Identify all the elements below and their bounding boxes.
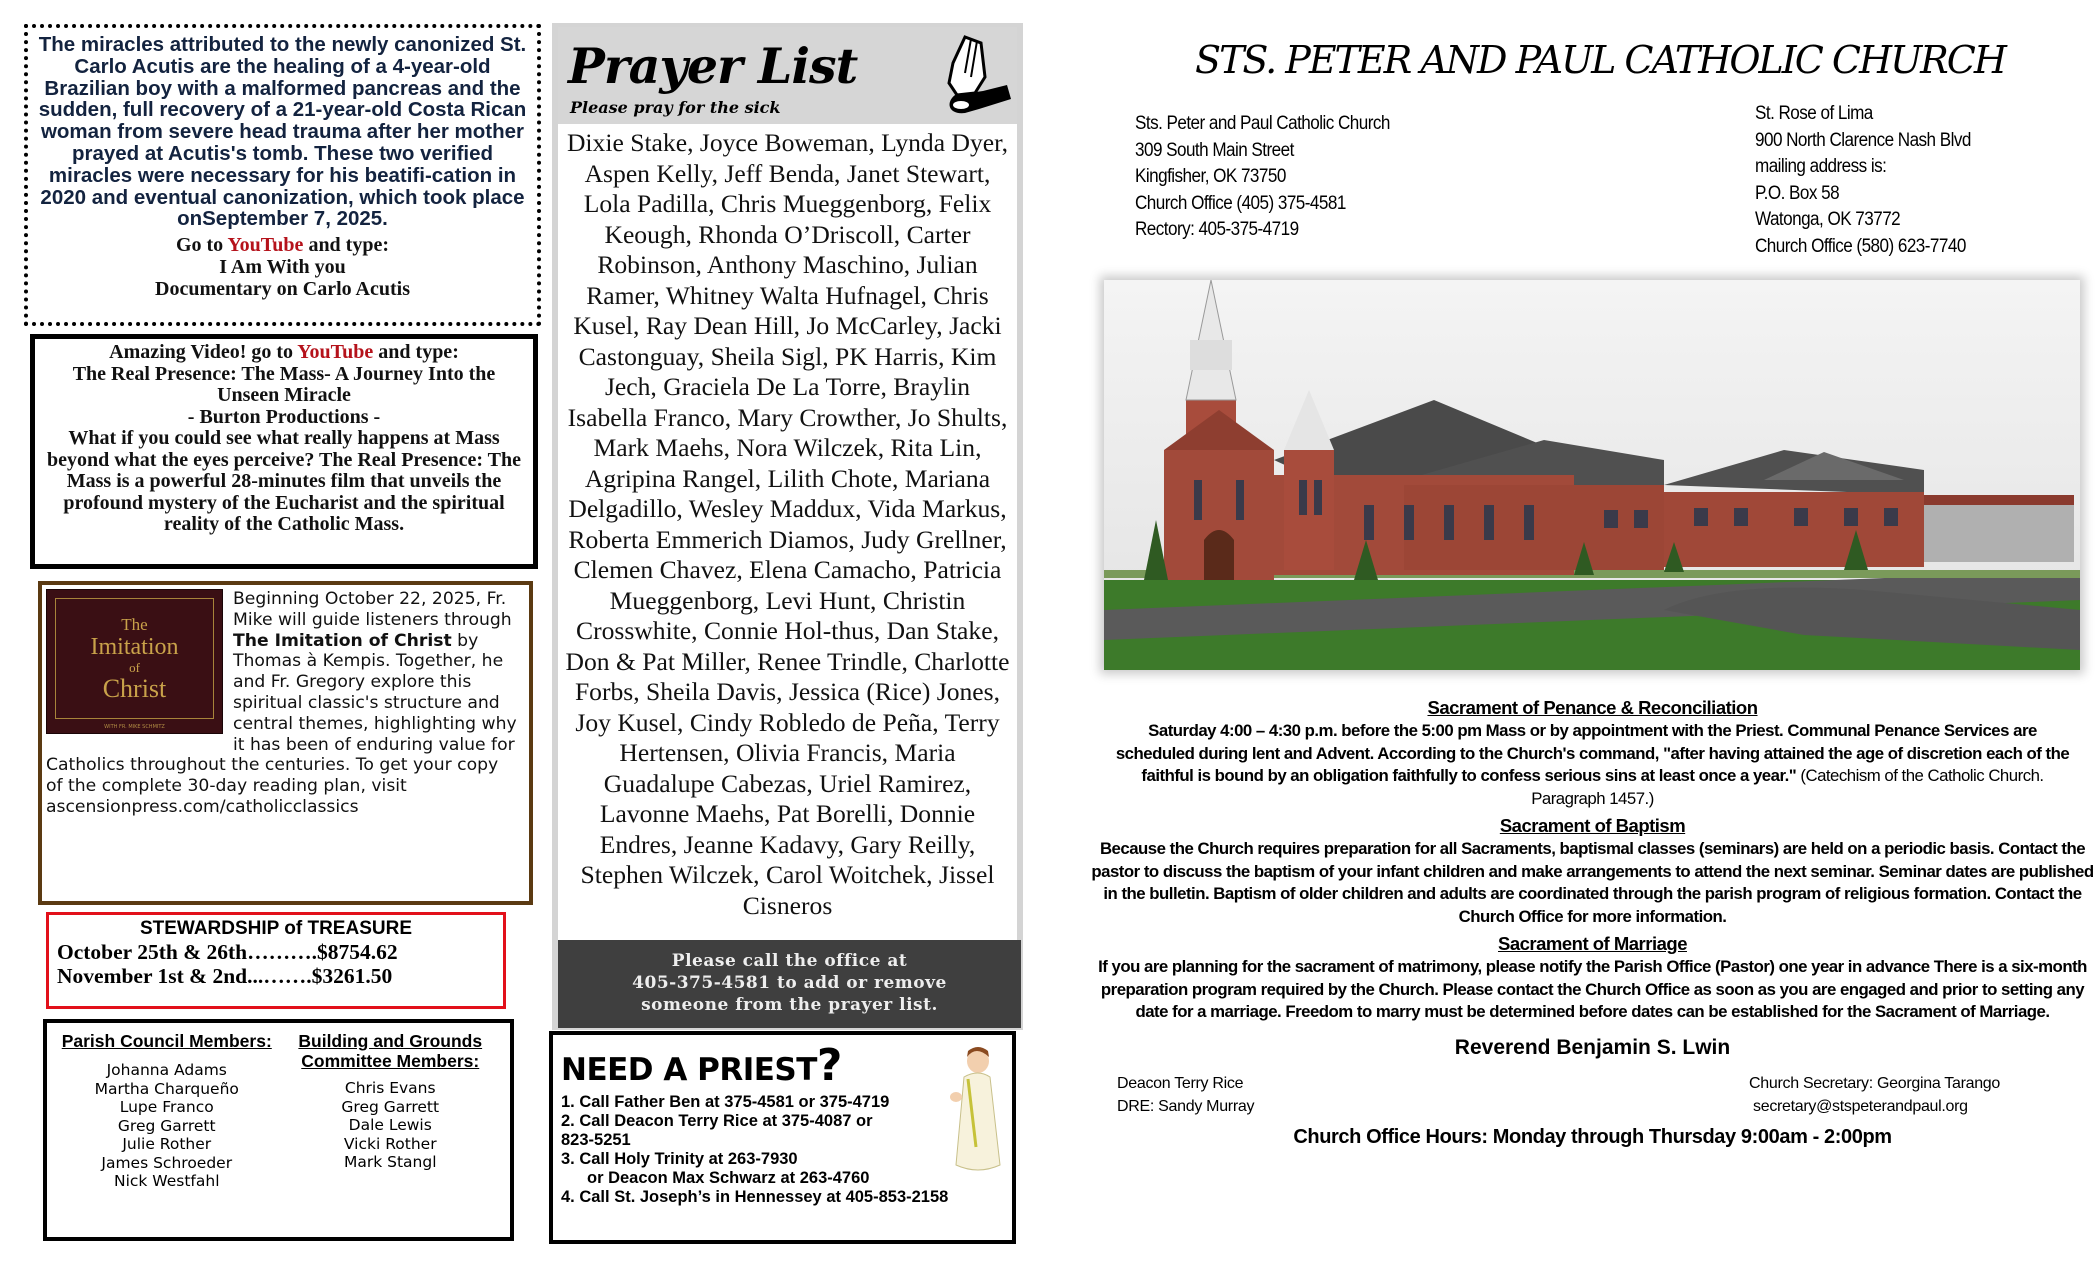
and-type-text: and type: <box>378 341 459 363</box>
contact-line: someone from the prayer list. <box>641 995 938 1015</box>
youtube-instructions <box>34 234 531 300</box>
member-name: Mark Stangl <box>343 1153 437 1171</box>
address-line: Watonga, OK 73772 <box>1755 209 1901 230</box>
sacrament-heading: Sacrament of Penance & Reconciliation <box>1427 697 1758 718</box>
book-title-imitation: Imitation <box>90 634 179 660</box>
address-line: St. Rose of Lima <box>1755 103 1873 124</box>
stewardship-heading: STEWARDSHIP of TREASURE <box>139 918 412 939</box>
address-line: Sts. Peter and Paul Catholic Church <box>1135 113 1390 134</box>
real-presence-video-notice <box>30 334 538 569</box>
catechism-citation: (Catechism of the Catholic Church. Paragraph 1457.) <box>1531 766 2044 808</box>
prayer-list-panel <box>552 23 1023 1030</box>
secretary-info <box>1749 1072 2000 1118</box>
church-rendering-image <box>1104 280 2080 670</box>
prayer-list-contact <box>558 940 1021 1028</box>
priest-contact-line: 823-5251 <box>561 1131 631 1149</box>
video-producer: - Burton Productions - <box>187 405 381 428</box>
book-title-of: of <box>129 660 140 675</box>
stewardship-amount: $3261.50 <box>311 964 393 988</box>
video-title: The Real Presence: The Mass- A Journey Into the Unseen Miracle <box>72 362 496 406</box>
question-mark: ? <box>816 1040 842 1091</box>
church-address <box>1135 111 1390 244</box>
deacon-name: Deacon Terry Rice <box>1117 1074 1244 1092</box>
video-intro: Amazing Video! go to <box>109 341 294 363</box>
imitation-text-start: Beginning October 22, 2025, Fr. Mike will guide listeners through <box>233 589 512 630</box>
sacrament-body: If you are planning for the sacrament of matrimony, please notify the Parish Office (Pastor) one year in advance There is a six-month preparation program required by the Church. Please contact the Church Office as soon as you are engaged and prior to setting any date for a marriage. Freedom to marry must be determined before dates can be established for the Sacrament of Marriage. <box>1098 957 2087 1021</box>
sacrament-marriage <box>1085 932 2100 1024</box>
sacrament-heading: Sacrament of Marriage <box>1498 933 1687 954</box>
address-line: mailing address is: <box>1755 156 1887 177</box>
stewardship-date: November 1st & 2nd...……. <box>57 964 312 988</box>
imitation-of-christ-book-cover <box>46 589 223 734</box>
address-line: Church Office (580) 623-7740 <box>1755 235 1966 257</box>
carlo-acutis-notice <box>24 24 541 326</box>
sacrament-penance <box>1085 696 2100 810</box>
member-name: James Schroeder <box>101 1153 233 1172</box>
sacrament-heading: Sacrament of Baptism <box>1499 815 1686 836</box>
council-members <box>43 1019 514 1241</box>
building-committee-heading: Building and Grounds Committee Members: <box>298 1031 483 1071</box>
church-title: STS. PETER AND PAUL CATHOLIC CHURCH <box>1195 38 2005 82</box>
sacrament-body: Because the Church requires preparation for all Sacraments, baptismal classes (seminars) are held on a periodic basis. Contact the pastor to discuss the baptism of your infant children and make arrangements to attend the next seminar. Seminar dates are published in the bulletin. Baptism of older children and adults are coordinated through the parish program of religious formation. Contact the Church Office for more information. <box>1091 839 2094 926</box>
pastor-name: Reverend Benjamin S. Lwin <box>1454 1035 1731 1059</box>
deacon-dre <box>1117 1072 1254 1118</box>
st-rose-address <box>1755 101 1971 260</box>
member-name: Martha Charqueño <box>94 1079 239 1098</box>
need-a-priest-box <box>549 1031 1016 1244</box>
stewardship-of-treasure <box>46 912 506 1009</box>
address-line: Kingfisher, OK 73750 <box>1135 166 1286 187</box>
heading-text: NEED A PRIEST <box>561 1052 817 1088</box>
stewardship-row <box>57 964 495 988</box>
youtube-label: YouTube <box>227 234 304 257</box>
secretary-name: Church Secretary: Georgina Tarango <box>1749 1074 2000 1092</box>
member-name: Dale Lewis <box>348 1116 432 1134</box>
sacraments-and-staff <box>1085 696 2100 1150</box>
priest-contact-line: 4. Call St. Joseph’s in Hennessey at 405-853-2158 <box>561 1188 949 1206</box>
imitation-text-end: by Thomas à Kempis. Together, he and Fr. Gregory explore this spiritual classic's structure and central themes, highlighting why it has been of enduring value for Catholics throughout the centuries. To get your copy of the complete 30-day reading plan, visit ascensionpress.com/catholicclassics <box>46 630 517 817</box>
priest-contact-line: 2. Call Deacon Terry Rice at 375-4087 or <box>561 1112 873 1130</box>
sacrament-body: Saturday 4:00 – 4:30 p.m. before the 5:00 pm Mass or by appointment with the Priest. Communal Penance Services are scheduled during lent and Advent. According to the Church's command, "after having attained the age of discretion each of the faithful is bound by an obligation faithfully to confess serious sins at least once a year." <box>1115 721 2070 785</box>
stewardship-row <box>57 940 495 964</box>
address-line: Rectory: 405-375-4719 <box>1135 219 1299 240</box>
priest-contact-line: 3. Call Holy Trinity at 263-7930 <box>561 1150 798 1168</box>
prayer-list-header <box>558 27 1017 124</box>
address-line: Church Office (405) 375-4581 <box>1135 192 1346 214</box>
sacrament-baptism <box>1085 814 2100 928</box>
search-term-2: Documentary on Carlo Acutis <box>155 278 410 301</box>
address-line: 309 South Main Street <box>1135 139 1294 161</box>
member-name: Lupe Franco <box>119 1098 214 1116</box>
book-title-the: The <box>121 615 148 634</box>
parish-council <box>55 1031 279 1229</box>
member-name: Vicki Rother <box>343 1134 437 1153</box>
building-committee <box>279 1031 503 1229</box>
stewardship-date: October 25th & 26th………. <box>57 940 317 964</box>
secretary-email: secretary@stspeterandpaul.org <box>1753 1097 1968 1115</box>
member-name: Greg Garrett <box>341 1097 440 1116</box>
miracle-text: The miracles attributed to the newly canonized St. Carlo Acutis are the healing of a 4-year-old Brazilian boy with a malformed pancreas and the sudden, full recovery of a 21-year-old Costa Rican woman from severe head trauma after her mother prayed at Acutis's tomb. These two verified miracles were necessary for his beatifi-cation in 2020 and eventual canonization, which took place onSeptember 7, 2025. <box>38 33 527 231</box>
stewardship-amount: $8754.62 <box>316 940 398 964</box>
go-to-text: Go to <box>175 234 224 257</box>
priest-contact-line: 1. Call Father Ben at 375-4581 or 375-4719 <box>561 1093 890 1111</box>
priest-contact-line: or Deacon Max Schwarz at 263-4760 <box>587 1169 870 1187</box>
praying-hands-icon <box>935 33 1013 117</box>
member-name: Johanna Adams <box>106 1061 227 1079</box>
and-type-text: and type: <box>308 234 390 257</box>
book-credit: WITH FR. MIKE SCHMITZ <box>104 724 165 730</box>
member-name: Chris Evans <box>344 1079 436 1097</box>
member-name: Greg Garrett <box>117 1116 216 1135</box>
youtube-label: YouTube <box>297 341 374 363</box>
prayer-list-names: Dixie Stake, Joyce Boweman, Lynda Dyer, Aspen Kelly, Jeff Benda, Janet Stewart, Lola Padilla, Chris Mueggenborg, Felix Keough, Rhonda O’Driscoll, Carter Robinson, Anthony Maschino, Julian Ramer, Whitney Walta Hufnagel, Chris Kusel, Ray Dean Hill, Jo McCarley, Jacki Castonguay, Sheila Sigl, PK Harris, Kim Jech, Graciela De La Torre, Braylin Isabella Franco, Mary Crowther, Jo Shults, Mark Maehs, Nora Wilczek, Rita Lin, Agripina Rangel, Lilith Chote, Mariana Delgadillo, Wesley Maddux, Vida Markus, Roberta Emmerich Diamos, Judy Grellner, Clemen Chavez, Elena Camacho, Patricia Mueggenborg, Levi Hunt, Christin Crosswhite, Connie Hol-thus, Dan Stake, Don & Pat Miller, Renee Trindle, Charlotte Forbs, Sheila Davis, Jessica (Rice) Jones, Joy Kusel, Cindy Robledo de Peña, Terry Hertensen, Olivia Francis, Maria Guadalupe Cabezas, Uriel Ramirez, Lavonne Maehs, Pat Borelli, Donnie Endres, Jeanne Kadavy, Gary Reilly, Stephen Wilczek, Carol Woitchek, Jissel Cisneros <box>558 124 1017 940</box>
address-line: P.O. Box 58 <box>1755 182 1840 204</box>
contact-line: 405-375-4581 to add or remove <box>632 973 947 993</box>
address-line: 900 North Clarence Nash Blvd <box>1755 129 1971 151</box>
book-title-christ: Christ <box>102 674 167 703</box>
imitation-book-title: The Imitation of Christ <box>233 630 452 651</box>
search-term: I Am With you <box>219 256 346 279</box>
member-name: Nick Westfahl <box>113 1172 220 1190</box>
dre-name: DRE: Sandy Murray <box>1117 1097 1255 1115</box>
staff-row <box>1085 1072 2100 1118</box>
imitation-of-christ-notice <box>38 581 533 905</box>
member-name: Julie Rother <box>122 1135 212 1153</box>
contact-line: Please call the office at <box>671 951 908 971</box>
prayer-list-subtitle: Please pray for the sick <box>570 98 781 117</box>
office-hours: Church Office Hours: Monday through Thursday 9:00am - 2:00pm <box>1293 1125 1892 1148</box>
parish-council-heading: Parish Council Members: <box>61 1031 272 1051</box>
video-description: What if you could see what really happens at Mass beyond what the eyes perceive? The Real Presence: The Mass is a powerful 28-minutes film that unveils the profound mystery of the Eucharist and the spiritual reality of the Catholic Mass. <box>46 427 521 535</box>
need-priest-heading <box>561 1040 1004 1093</box>
prayer-list-title: Prayer List <box>568 37 858 95</box>
